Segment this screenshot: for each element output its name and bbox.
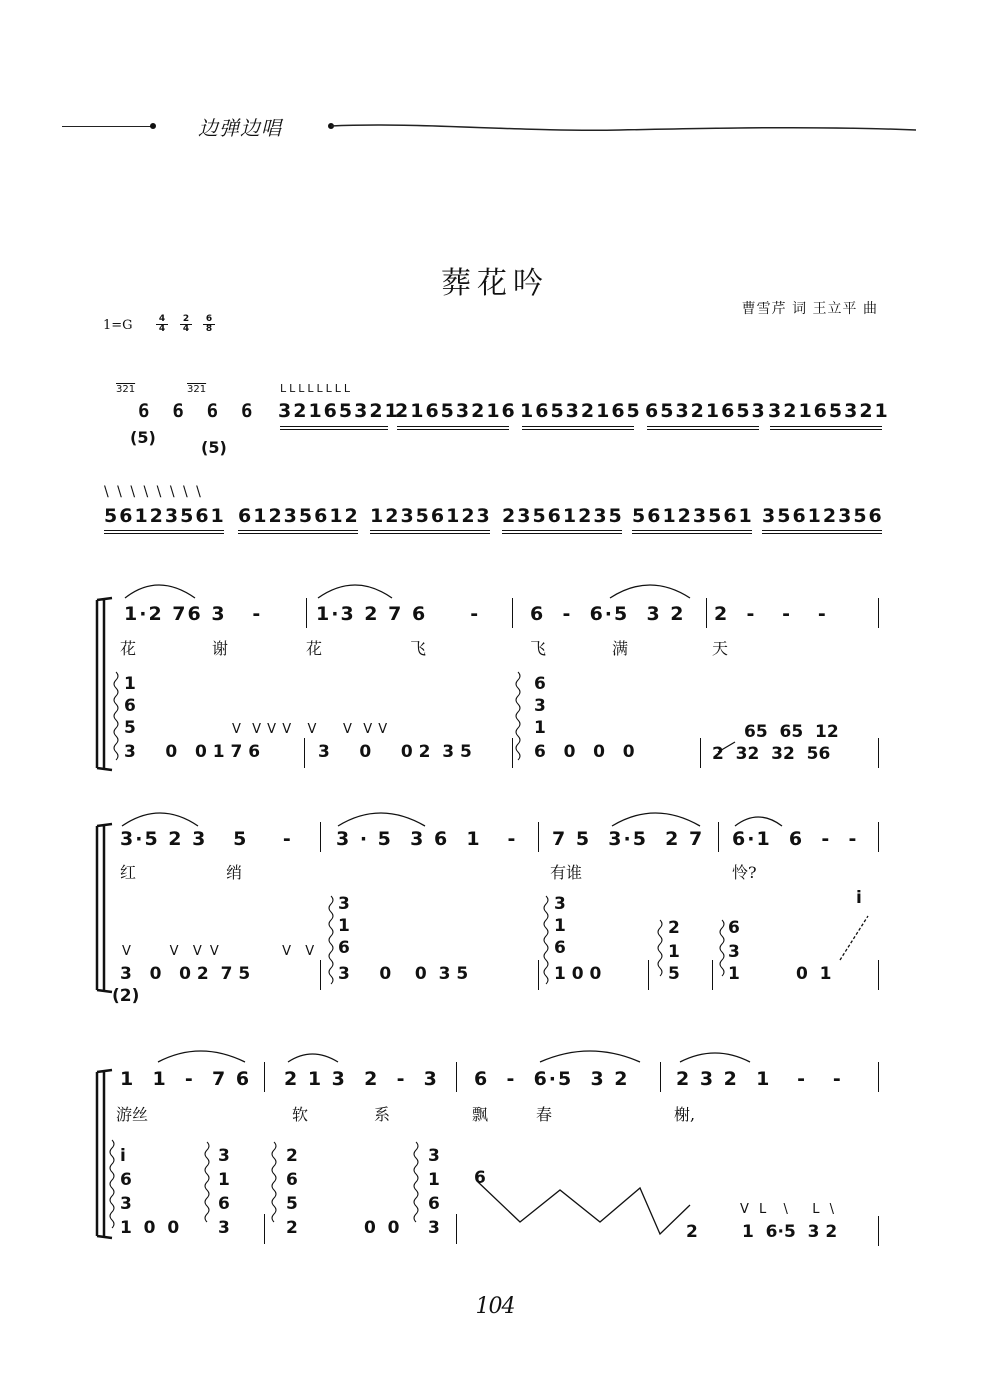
lyric: 飘 (472, 1105, 489, 1124)
s2-accomp-bar2: 3 0 0 3 5 (338, 964, 469, 984)
lyric: 春 (536, 1105, 553, 1124)
lyric: 榭, (674, 1105, 696, 1124)
section-title: 边弹边唱 (198, 116, 282, 140)
chord-note: 6 (534, 674, 546, 694)
chord-note: 1 (218, 1170, 230, 1190)
meter-2: $\frac{2}{4}$ (180, 315, 192, 334)
chord-note: 5 (124, 718, 136, 738)
s2-accomp-bar4: 0 1 (796, 964, 832, 984)
barline (320, 822, 321, 852)
song-title: 葬花吟 (441, 266, 549, 301)
chord-note: 3 (554, 894, 566, 914)
s1-accomp-bar4: 2 32 32 56 (712, 744, 831, 764)
chord-note: 6 (286, 1170, 298, 1190)
accomp-marks: V V V V V V (122, 944, 317, 959)
accomp-marks: V V V V V V V V (232, 722, 389, 737)
lyric: 飞 (530, 639, 547, 658)
s2-melody-bar2: 3 · 5 3 6 1 - (336, 828, 518, 850)
s1-melody-bar4: 2 - - - (714, 603, 828, 625)
intro-run: 56123561 (104, 505, 226, 527)
s2-melody-bar1: 3·5 2 3 5 - (120, 828, 293, 850)
chord-note: 3 (428, 1146, 440, 1166)
chord-note: 6 (120, 1170, 132, 1190)
intro-run: 35612356 (762, 505, 884, 527)
barline (718, 822, 719, 852)
barline (660, 1062, 661, 1092)
chord-note: 1 (428, 1170, 440, 1190)
barline (538, 822, 539, 852)
barline (878, 1216, 879, 1246)
intro-run: 21653216 (395, 400, 517, 422)
lyric: 谢 (212, 639, 229, 658)
lyric: 绡 (226, 863, 243, 882)
grace-mark-1: 321 (116, 384, 136, 395)
intro-run: 16532165 (520, 400, 642, 422)
barline (512, 738, 513, 768)
s3-accomp-gliss-start: 6 (474, 1168, 486, 1188)
lyric: 游丝 (116, 1105, 149, 1124)
lyric: 飞 (410, 639, 427, 658)
barline (878, 822, 879, 852)
s1-accomp-upper: 65 65 12 (744, 722, 839, 742)
chord-note: 3 (338, 894, 350, 914)
intro-run: 61235612 (238, 505, 360, 527)
intro-notes: 6 6 6 6 (138, 400, 253, 422)
chord-note: 2 (668, 918, 680, 938)
barline (264, 1214, 265, 1244)
s3-accomp-chord2-bass: 3 (218, 1218, 230, 1238)
chord-note: 6 (728, 918, 740, 938)
s2-accomp-bar1: 3 0 0 2 7 5 (120, 964, 251, 984)
s2-accomp-chord4-bass: 1 (728, 964, 740, 984)
s1-accomp-bar3: 6 0 0 0 (534, 742, 635, 762)
lyric: 软 (292, 1105, 309, 1124)
key-signature: 1=G (103, 318, 133, 333)
chord-note: 5 (286, 1194, 298, 1214)
chord-note: 1 (534, 718, 546, 738)
s3-accomp-bar4: 1 6·5 3 2 (742, 1222, 838, 1242)
barline (304, 738, 305, 768)
barline (712, 960, 713, 990)
s1-accomp-bar2: 3 0 0 2 3 5 (318, 742, 472, 762)
barline (648, 960, 649, 990)
barline (320, 960, 321, 990)
chord-note: 1 (668, 942, 680, 962)
s3-accomp-rests: 0 0 (364, 1218, 400, 1238)
grace-mark-2: 321 (187, 384, 207, 395)
barline (700, 738, 701, 768)
chord-note: 3 (728, 942, 740, 962)
barline (878, 598, 879, 628)
barline (706, 598, 707, 628)
intro-row2-stroke-marks: \ \ \ \ \ \ \ \ (104, 484, 203, 500)
barline (264, 1062, 265, 1092)
lyric: 怜? (732, 863, 757, 882)
intro-run: 32165321 (768, 400, 890, 422)
intro-bass-1: (5) (130, 428, 156, 447)
s2-accomp-chord3-bass: 5 (668, 964, 680, 984)
lyric: 花 (120, 639, 137, 658)
intro-run: 23561235 (502, 505, 624, 527)
chord-note: 6 (554, 938, 566, 958)
s1-accomp-bar1: 3 0 0 1 7 6 (124, 742, 261, 762)
s3-accomp-bar1: 1 0 0 (120, 1218, 180, 1238)
s1-melody-bar3: 6 - 6·5 3 2 (530, 603, 686, 625)
song-credits: 曹雪芹 词 王立平 曲 (741, 301, 878, 317)
meter-1: $\frac{4}{4}$ (156, 315, 168, 334)
chord-note: 1 (338, 916, 350, 936)
chord-note: i (120, 1146, 126, 1166)
intro-run: 12356123 (370, 505, 492, 527)
s3-accomp-bar2: 2 (286, 1218, 298, 1238)
page-number: 104 (475, 1294, 515, 1319)
s3-melody-bar4: 2 3 2 1 - - (676, 1068, 843, 1090)
barline (306, 598, 307, 628)
intro-run: 65321653 (645, 400, 767, 422)
s3-accomp-chord4-bass: 3 (428, 1218, 440, 1238)
lyric: 系 (374, 1105, 391, 1124)
barline (456, 1062, 457, 1092)
chord-note: 6 (428, 1194, 440, 1214)
barline (878, 738, 879, 768)
s3-melody-bar3: 6 - 6·5 3 2 (474, 1068, 630, 1090)
s2-melody-bar4: 6·1 6 - - (732, 828, 859, 850)
barline (878, 960, 879, 990)
chord-note: 1 (554, 916, 566, 936)
chord-note: 3 (120, 1194, 132, 1214)
lyric: 天 (712, 639, 729, 658)
chord-note: 3 (534, 696, 546, 716)
chord-note: 3 (218, 1146, 230, 1166)
barline (512, 598, 513, 628)
s2-accomp-bass: (2) (112, 986, 140, 1006)
barline (456, 1214, 457, 1244)
chord-note: 6 (218, 1194, 230, 1214)
chord-note: 6 (338, 938, 350, 958)
chord-note: 6 (124, 696, 136, 716)
s1-melody-bar1: 1·2 76 3 - (124, 603, 263, 625)
s3-melody-bar1: 1 1 - 7 6 (120, 1068, 252, 1090)
lyric: 花 (306, 639, 323, 658)
meter-3: $\frac{6}{8}$ (203, 315, 215, 334)
s2-accomp-top: i (856, 888, 862, 908)
s3-accomp-bar4-start: 2 (686, 1222, 698, 1242)
barline (878, 1062, 879, 1092)
s2-melody-bar3: 7 5 3·5 2 7 (552, 828, 705, 850)
chord-note: 2 (286, 1146, 298, 1166)
lyric: 有谁 (550, 863, 583, 882)
s2-accomp-bar3: 1 0 0 (554, 964, 602, 984)
intro-stroke-marks: LLLLLLLL (280, 382, 354, 395)
intro-bass-2: (5) (201, 438, 227, 457)
intro-run: 32165321 (278, 400, 400, 422)
s3-melody-bar2: 2 1 3 2 - 3 (284, 1068, 439, 1090)
accomp-marks: V L \ L \ (740, 1202, 838, 1217)
chord-note: 1 (124, 674, 136, 694)
s1-melody-bar2: 1·3 2 7 6 - (316, 603, 481, 625)
lyric: 红 (120, 863, 137, 882)
intro-run: 56123561 (632, 505, 754, 527)
barline (538, 960, 539, 990)
lyric: 满 (612, 639, 629, 658)
